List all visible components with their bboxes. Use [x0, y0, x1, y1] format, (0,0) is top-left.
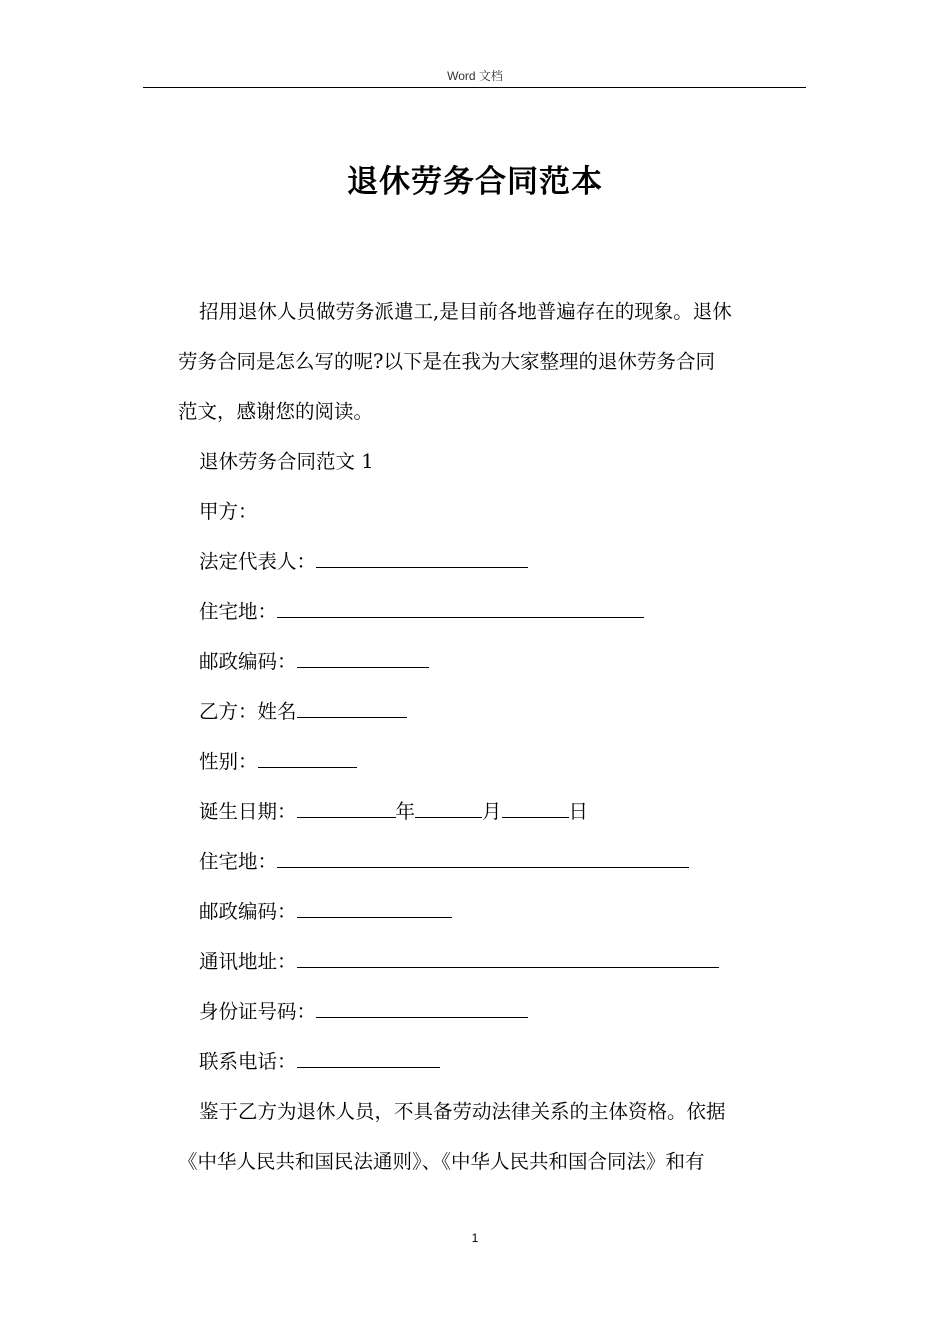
address-blank	[297, 950, 719, 968]
page-header: Word 文档	[447, 69, 503, 83]
postcode-blank	[297, 650, 429, 668]
intro-line-2: 劳务合同是怎么写的呢?以下是在我为大家整理的退休劳务合同	[178, 350, 715, 373]
party-b-postcode-field	[199, 896, 827, 924]
name-blank	[297, 700, 407, 718]
month-label: 月	[482, 800, 502, 823]
party-a-label: 甲方：	[199, 500, 258, 523]
party-b-id-field	[199, 996, 827, 1024]
party-b-name-label: 乙方：姓名	[199, 700, 297, 723]
day-label: 日	[568, 800, 589, 823]
phone-label: 联系电话：	[199, 1050, 297, 1073]
legal-rep-blank	[316, 550, 528, 568]
party-b-name-field	[199, 696, 827, 724]
legal-rep-label: 法定代表人：	[199, 550, 317, 573]
postcode-label: 邮政编码：	[199, 900, 297, 923]
residence-blank	[277, 850, 689, 868]
birth-month-blank	[415, 800, 482, 818]
party-b-gender-field	[199, 746, 827, 774]
residence-label: 住宅地：	[199, 600, 278, 623]
birth-label: 诞生日期：	[199, 800, 297, 823]
document-title: 退休劳务合同范本	[347, 164, 603, 200]
id-blank	[316, 1000, 528, 1018]
phone-blank	[297, 1050, 440, 1068]
postcode-blank	[297, 900, 452, 918]
header-divider	[143, 87, 806, 88]
birth-day-blank	[502, 800, 569, 818]
page-number: 1	[471, 1231, 479, 1245]
residence-label: 住宅地：	[199, 850, 278, 873]
year-label: 年	[395, 800, 416, 823]
party-b-address-field	[199, 946, 827, 974]
gender-blank	[258, 750, 357, 768]
party-a-legal-rep-field	[199, 546, 827, 574]
party-b-residence-field	[199, 846, 827, 874]
party-b-phone-field	[199, 1046, 827, 1074]
section-heading: 退休劳务合同范文 1	[199, 450, 374, 473]
intro-line-3: 范文，感谢您的阅读。	[178, 400, 374, 423]
closing-line-1: 鉴于乙方为退休人员，不具备劳动法律关系的主体资格。依据	[199, 1100, 726, 1123]
gender-label: 性别：	[199, 750, 258, 773]
address-label: 通讯地址：	[199, 950, 297, 973]
birth-year-blank	[297, 800, 396, 818]
residence-blank	[277, 600, 644, 618]
party-a-postcode-field	[199, 646, 827, 674]
intro-line-1: 招用退休人员做劳务派遣工,是目前各地普遍存在的现象。退休	[199, 300, 732, 323]
id-label: 身份证号码：	[199, 1000, 317, 1023]
postcode-label: 邮政编码：	[199, 650, 297, 673]
party-a-residence-field	[199, 596, 827, 624]
closing-line-2: 《中华人民共和国民法通则》、《中华人民共和国合同法》和有	[178, 1150, 705, 1173]
party-b-birth-field	[199, 796, 827, 824]
